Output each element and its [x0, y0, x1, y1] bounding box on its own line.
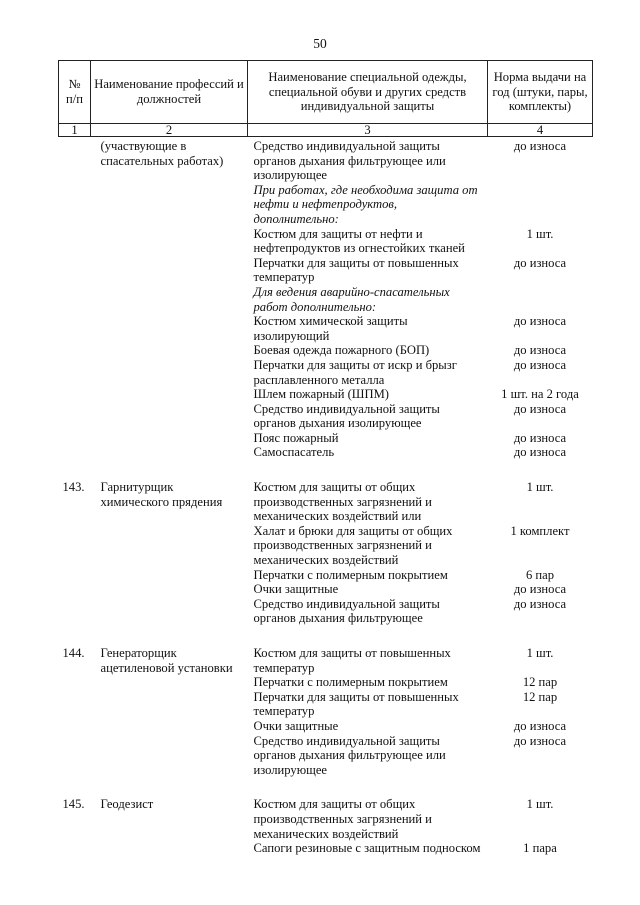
equipment-name: Костюм химической защиты изолирующий: [253, 314, 408, 343]
equipment-name: Для ведения аварийно-спасательных работ дополнительно:: [253, 284, 450, 314]
entry-number: 144.: [62, 646, 85, 660]
equipment-name: Средство индивидуальной защиты органов дыхания фильтрующее или изолирующее: [253, 139, 446, 183]
entry-gap: [59, 460, 593, 480]
list-item: [248, 797, 593, 841]
list-item: [248, 524, 593, 568]
column-number: 4: [488, 124, 593, 137]
issue-norm: до износа: [513, 314, 567, 329]
issue-norm: до износа: [513, 401, 567, 416]
list-item: [248, 358, 593, 387]
equipment-name: Костюм для защиты от нефти и нефтепродуктов из огнестойких тканей: [253, 226, 465, 256]
list-item: [248, 139, 593, 183]
list-item: [248, 841, 593, 856]
issue-norm: до износа: [513, 582, 567, 597]
issue-norm: 6 пар: [525, 567, 555, 582]
column-number-row: [59, 124, 593, 137]
issue-norm: до износа: [513, 596, 567, 611]
issue-norm: 12 пар: [522, 675, 558, 690]
list-item: [248, 387, 593, 402]
issue-norm: до износа: [513, 255, 567, 270]
equipment-name: Костюм для защиты от повышенных температур: [253, 646, 451, 675]
list-item: [248, 675, 593, 690]
equipment-name: Сапоги резиновые с защитным подноском: [253, 841, 481, 856]
equipment-name: Перчатки с полимерным покрытием: [253, 567, 448, 582]
equipment-name: Перчатки для защиты от искр и брызг расплавленного металла: [253, 357, 457, 387]
table-row: [59, 139, 593, 460]
issue-norm: 1 шт. на 2 года: [501, 387, 579, 402]
table-header-row: [59, 61, 593, 124]
table-row: [59, 646, 593, 777]
table-row: [59, 480, 593, 626]
equipment-name: Средство индивидуальной защиты органов дыхания фильтрующее или изолирующее: [253, 733, 446, 777]
header-profession: Наименование профессий и должностей: [91, 61, 248, 124]
equipment-name: При работах, где необходима защита от нефти и нефтепродуктов, дополнительно:: [253, 182, 478, 226]
list-item: [248, 646, 593, 675]
entry-profession: Генераторщик ацетиленовой установки: [100, 646, 233, 675]
issue-norm: 1 пара: [523, 841, 557, 856]
issue-norm: до износа: [513, 343, 567, 358]
list-item: [248, 690, 593, 719]
list-item: [248, 285, 593, 314]
equipment-name: Средство индивидуальной защиты органов дыхания изолирующее: [253, 401, 440, 431]
issue-norm: 1 комплект: [510, 523, 570, 538]
list-item: [248, 431, 593, 446]
equipment-name: Костюм для защиты от общих производственных загрязнений и механических воздействий: [253, 797, 432, 841]
issue-norm: [488, 285, 593, 314]
issue-norm: 1 шт.: [526, 226, 554, 241]
list-item: [248, 343, 593, 358]
column-number: 3: [248, 124, 488, 137]
equipment-name: Самоспасатель: [253, 445, 335, 460]
issue-norm: [488, 183, 593, 227]
entry-profession: Гарнитурщик химического прядения: [100, 480, 223, 509]
equipment-name: Очки защитные: [253, 582, 339, 597]
entry-number: 143.: [62, 480, 85, 495]
list-item: [248, 314, 593, 343]
equipment-name: Пояс пожарный: [253, 430, 339, 445]
entry-profession: (участвующие в спасательных работах): [100, 139, 224, 168]
equipment-name: Перчатки для защиты от повышенных температур: [253, 255, 459, 285]
list-item: [248, 597, 593, 626]
entry-items: [248, 646, 593, 777]
entry-profession: Геодезист: [100, 797, 154, 812]
issue-norm: до износа: [513, 445, 567, 460]
entry-items: [248, 139, 593, 460]
issue-norm: 1 шт.: [526, 480, 554, 495]
table-body: [59, 137, 593, 856]
equipment-name: Халат и брюки для защиты от общих производственных загрязнений и механических воздействий: [253, 523, 453, 568]
equipment-name: Средство индивидуальной защиты органов дыхания фильтрующее: [253, 596, 440, 626]
issue-norm: 12 пар: [522, 689, 558, 704]
issue-norm: до износа: [513, 718, 567, 733]
entry-number: 145.: [62, 797, 85, 812]
list-item: [248, 582, 593, 597]
entry-gap: [59, 626, 593, 646]
issue-norm: 1 шт.: [526, 646, 554, 660]
table-row: [59, 797, 593, 855]
list-item: [248, 568, 593, 583]
list-item: [248, 183, 593, 227]
entry-items: [248, 480, 593, 626]
page-number: 50: [313, 36, 327, 51]
list-item: [248, 480, 593, 524]
issue-norm: до износа: [513, 139, 567, 153]
list-item: [248, 445, 593, 460]
header-number: № п/п: [59, 61, 91, 124]
list-item: [248, 256, 593, 285]
ppe-norms-table: [58, 60, 593, 856]
list-item: [248, 734, 593, 778]
issue-norm: 1 шт.: [526, 797, 554, 812]
issue-norm: до износа: [513, 430, 567, 445]
equipment-name: Перчатки для защиты от повышенных температур: [253, 689, 459, 719]
equipment-name: Боевая одежда пожарного (БОП): [253, 343, 430, 358]
equipment-name: Шлем пожарный (ШПМ): [253, 387, 389, 402]
equipment-name: Костюм для защиты от общих производственных загрязнений и механических воздействий или: [253, 480, 432, 524]
column-number: 2: [91, 124, 248, 137]
equipment-name: Очки защитные: [253, 718, 339, 733]
list-item: [248, 227, 593, 256]
list-item: [248, 719, 593, 734]
header-norm: Норма выдачи на год (штуки, пары, комплекты): [488, 61, 593, 124]
header-equipment: Наименование специальной одежды, специальной обуви и других средств индивидуальной защиты: [248, 61, 488, 124]
entry-gap: [59, 777, 593, 797]
issue-norm: до износа: [513, 733, 567, 748]
entry-items: [248, 797, 593, 855]
list-item: [248, 402, 593, 431]
column-number: 1: [59, 124, 91, 137]
equipment-name: Перчатки с полимерным покрытием: [253, 675, 448, 690]
issue-norm: до износа: [513, 357, 567, 372]
